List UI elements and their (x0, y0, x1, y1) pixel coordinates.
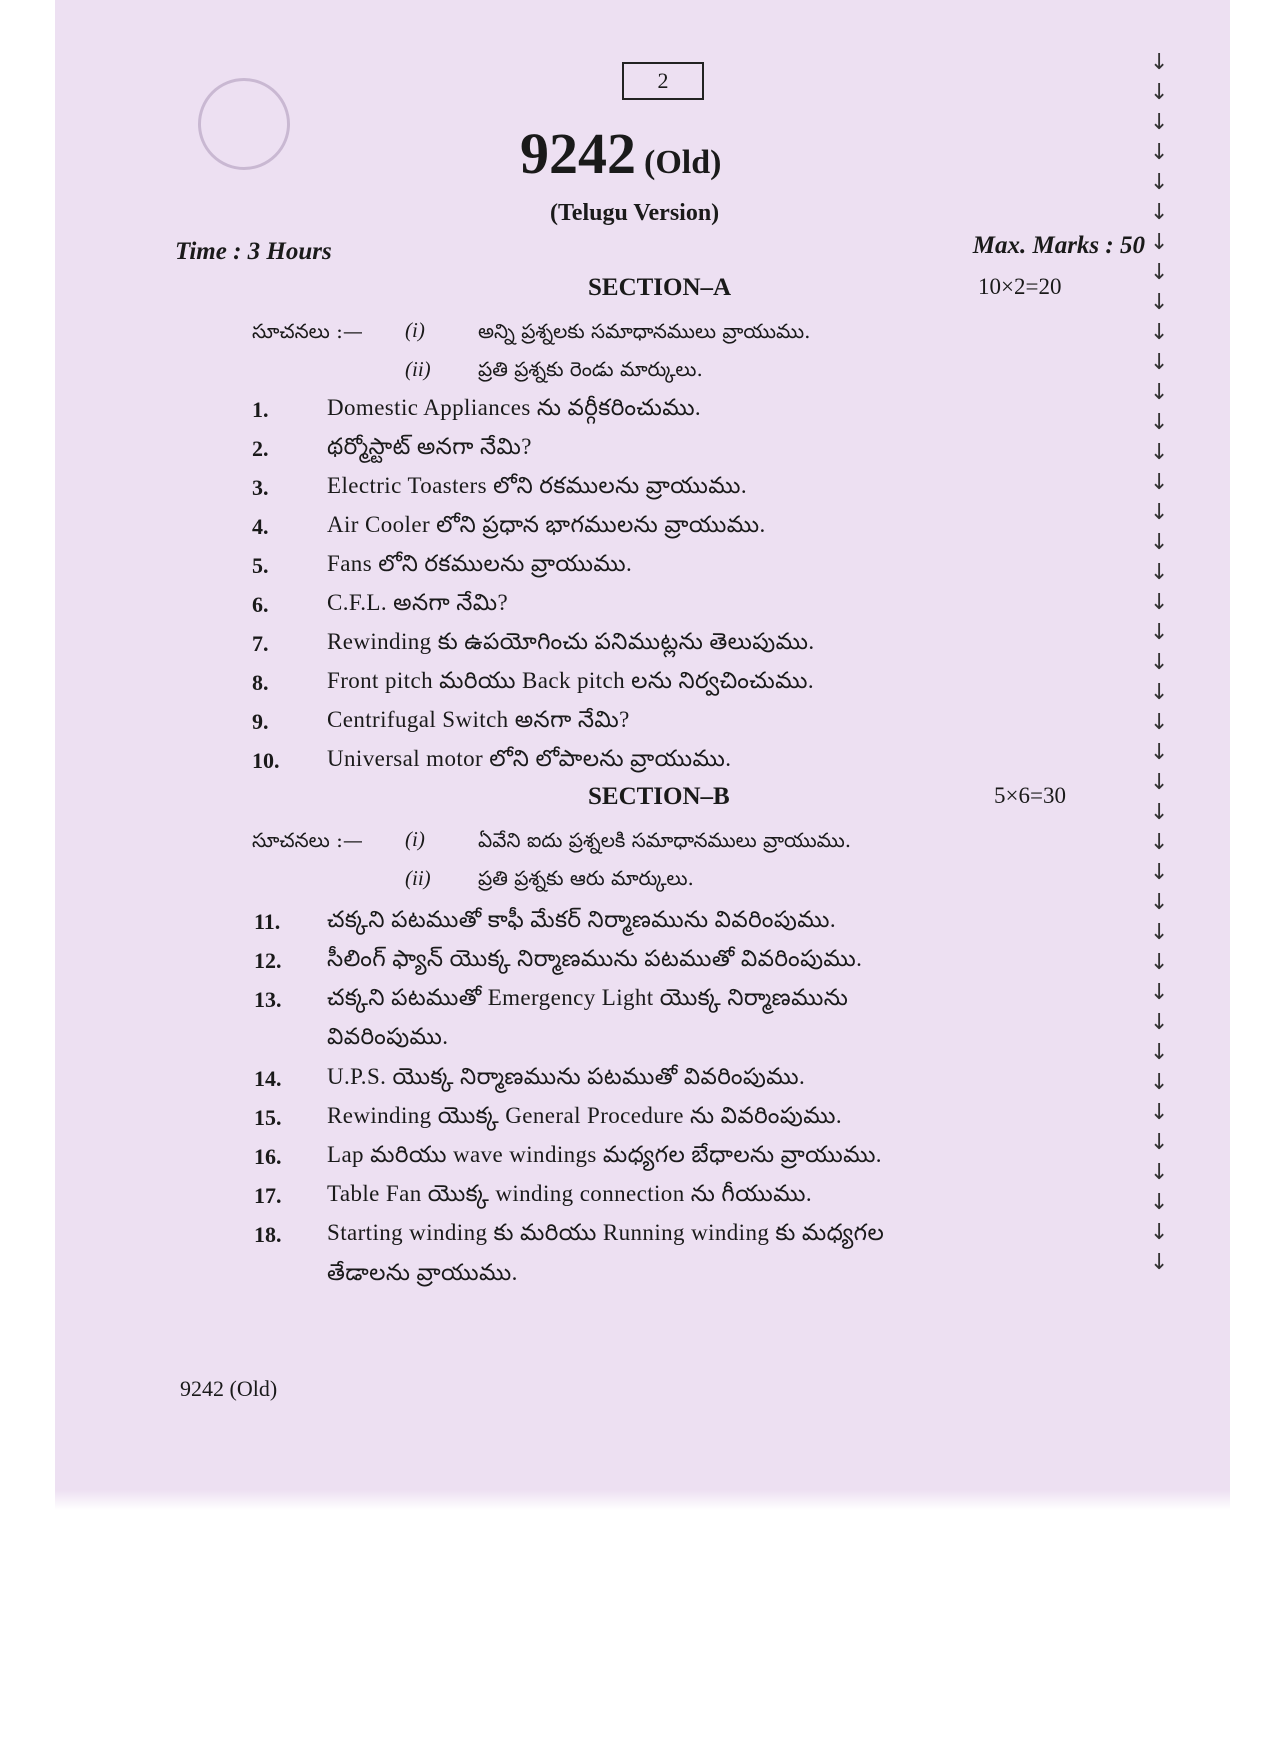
section-b-heading: SECTION–B (588, 783, 730, 810)
margin-arrow-icon: ↓ (1150, 350, 1169, 375)
margin-arrow-icon: ↓ (1150, 890, 1169, 915)
question-number: 15. (254, 1105, 282, 1130)
question-text: Universal motor లోని లోపాలను వ్రాయుము. (327, 746, 732, 771)
section-a-heading: SECTION–A (588, 274, 732, 301)
footer-paper-code: 9242 (Old) (180, 1376, 278, 1401)
max-marks-label: Max. Marks : 50 (972, 232, 1145, 259)
margin-arrow-icon: ↓ (1150, 710, 1169, 735)
margin-arrow-icon: ↓ (1150, 1220, 1169, 1245)
question-number: 5. (252, 553, 269, 578)
margin-arrow-icon: ↓ (1150, 920, 1169, 945)
section-b-note-label: సూచనలు :— (252, 828, 363, 852)
question-text: Air Cooler లోని ప్రధాన భాగములను వ్రాయుము. (327, 512, 766, 537)
question-text: థర్మోస్టాట్ అనగా నేమి? (327, 434, 532, 459)
margin-arrow-icon: ↓ (1150, 290, 1169, 315)
question-number: 17. (254, 1183, 282, 1208)
question-text: Fans లోని రకములను వ్రాయుము. (327, 551, 633, 576)
section-a-note-num-1: (i) (405, 318, 425, 342)
question-text-continued: వివరింపుము. (327, 1024, 449, 1049)
margin-arrow-icon: ↓ (1150, 440, 1169, 465)
margin-arrow-icon: ↓ (1150, 1010, 1169, 1035)
question-text: Electric Toasters లోని రకములను వ్రాయుము. (327, 473, 748, 498)
time-label: Time : 3 Hours (175, 238, 332, 265)
margin-arrow-icon: ↓ (1150, 980, 1169, 1005)
question-text: Front pitch మరియు Back pitch లను నిర్వచించుము. (327, 668, 814, 693)
question-text: Lap మరియు wave windings మధ్యగల బేధాలను వ్రాయుము. (327, 1142, 882, 1167)
section-a-note-2: ప్రతి ప్రశ్నకు రెండు మార్కులు. (478, 357, 703, 381)
question-text: Domestic Appliances ను వర్గీకరించుము. (327, 395, 702, 420)
section-b-note-num-1: (i) (405, 827, 425, 851)
margin-arrow-icon: ↓ (1150, 1100, 1169, 1125)
question-number: 14. (254, 1066, 282, 1091)
margin-arrow-icon: ↓ (1150, 860, 1169, 885)
version-label: (Telugu Version) (550, 200, 720, 226)
margin-arrow-icon: ↓ (1150, 260, 1169, 285)
margin-arrow-icon: ↓ (1150, 170, 1169, 195)
margin-arrow-icon: ↓ (1150, 740, 1169, 765)
paper-sheet-edge (55, 1490, 1230, 1510)
section-b-marks: 5×6=30 (994, 783, 1066, 808)
section-b-note-2: ప్రతి ప్రశ్నకు ఆరు మార్కులు. (478, 866, 694, 890)
question-number: 3. (252, 475, 269, 500)
margin-arrow-icon: ↓ (1150, 200, 1169, 225)
question-number: 6. (252, 592, 269, 617)
question-text: Rewinding కు ఉపయోగించు పనిముట్లను తెలుపుము. (327, 629, 815, 654)
question-number: 1. (252, 397, 269, 422)
show-through-seal (198, 78, 290, 170)
question-text: Rewinding యొక్క General Procedure ను వివరింపుము. (327, 1103, 843, 1128)
question-text: Starting winding కు మరియు Running winding కు మధ్యగల (327, 1220, 885, 1245)
margin-arrow-icon: ↓ (1150, 500, 1169, 525)
section-b-note-num-2: (ii) (405, 866, 431, 890)
question-text: U.P.S. యొక్క నిర్మాణమును పటముతో వివరింపుము. (327, 1064, 806, 1089)
margin-arrow-icon: ↓ (1150, 830, 1169, 855)
margin-arrow-icon: ↓ (1150, 770, 1169, 795)
margin-arrow-icon: ↓ (1150, 590, 1169, 615)
margin-arrow-icon: ↓ (1150, 1250, 1169, 1275)
question-number: 7. (252, 631, 269, 656)
margin-arrow-icon: ↓ (1150, 800, 1169, 825)
section-a-note-num-2: (ii) (405, 357, 431, 381)
section-b-note-1: ఏవేని ఐదు ప్రశ్నలకి సమాధానములు వ్రాయుము. (478, 828, 852, 852)
question-number: 10. (252, 748, 280, 773)
margin-arrow-icon: ↓ (1150, 380, 1169, 405)
question-number: 8. (252, 670, 269, 695)
question-text: Centrifugal Switch అనగా నేమి? (327, 707, 630, 732)
margin-arrow-icon: ↓ (1150, 560, 1169, 585)
margin-arrow-icon: ↓ (1150, 680, 1169, 705)
margin-arrow-icon: ↓ (1150, 620, 1169, 645)
margin-arrow-icon: ↓ (1150, 320, 1169, 345)
margin-arrow-icon: ↓ (1150, 1130, 1169, 1155)
question-number: 2. (252, 436, 269, 461)
question-text: సీలింగ్ ఫ్యాన్ యొక్క నిర్మాణమును పటముతో వివరింపుము. (327, 946, 863, 971)
margin-arrow-icon: ↓ (1150, 1040, 1169, 1065)
question-number: 11. (254, 909, 281, 934)
section-a-note-label: సూచనలు :— (252, 319, 363, 343)
question-number: 4. (252, 514, 269, 539)
section-a-marks: 10×2=20 (978, 274, 1062, 299)
paper-suffix: (Old) (644, 144, 722, 181)
margin-arrow-icon: ↓ (1150, 650, 1169, 675)
section-a-note-1: అన్ని ప్రశ్నలకు సమాధానములు వ్రాయుము. (478, 319, 811, 343)
question-text: చక్కని పటముతో Emergency Light యొక్క నిర్మాణమును (327, 985, 849, 1010)
margin-arrow-icon: ↓ (1150, 1070, 1169, 1095)
margin-arrow-icon: ↓ (1150, 230, 1169, 255)
question-text-continued: తేడాలను వ్రాయుము. (327, 1260, 518, 1285)
margin-arrow-icon: ↓ (1150, 530, 1169, 555)
question-text: Table Fan యొక్క winding connection ను గీయుము. (327, 1181, 812, 1206)
margin-arrow-icon: ↓ (1150, 1190, 1169, 1215)
question-text: C.F.L. అనగా నేమి? (327, 590, 509, 615)
question-number: 16. (254, 1144, 282, 1169)
paper-code-title (520, 120, 721, 187)
margin-arrow-icon: ↓ (1150, 110, 1169, 135)
margin-arrow-icon: ↓ (1150, 410, 1169, 435)
margin-arrow-icon: ↓ (1150, 140, 1169, 165)
question-number: 9. (252, 709, 269, 734)
margin-arrow-icon: ↓ (1150, 1160, 1169, 1185)
margin-arrow-icon: ↓ (1150, 950, 1169, 975)
paper-code: 9242 (520, 121, 636, 186)
margin-arrow-icon: ↓ (1150, 80, 1169, 105)
question-text: చక్కని పటముతో కాఫీ మేకర్ నిర్మాణమును వివరింపుము. (327, 907, 837, 932)
question-number: 18. (254, 1222, 282, 1247)
margin-arrow-icon: ↓ (1150, 470, 1169, 495)
question-number: 13. (254, 987, 282, 1012)
margin-arrow-icon: ↓ (1150, 50, 1169, 75)
page-number: 2 (622, 62, 704, 100)
question-number: 12. (254, 948, 282, 973)
